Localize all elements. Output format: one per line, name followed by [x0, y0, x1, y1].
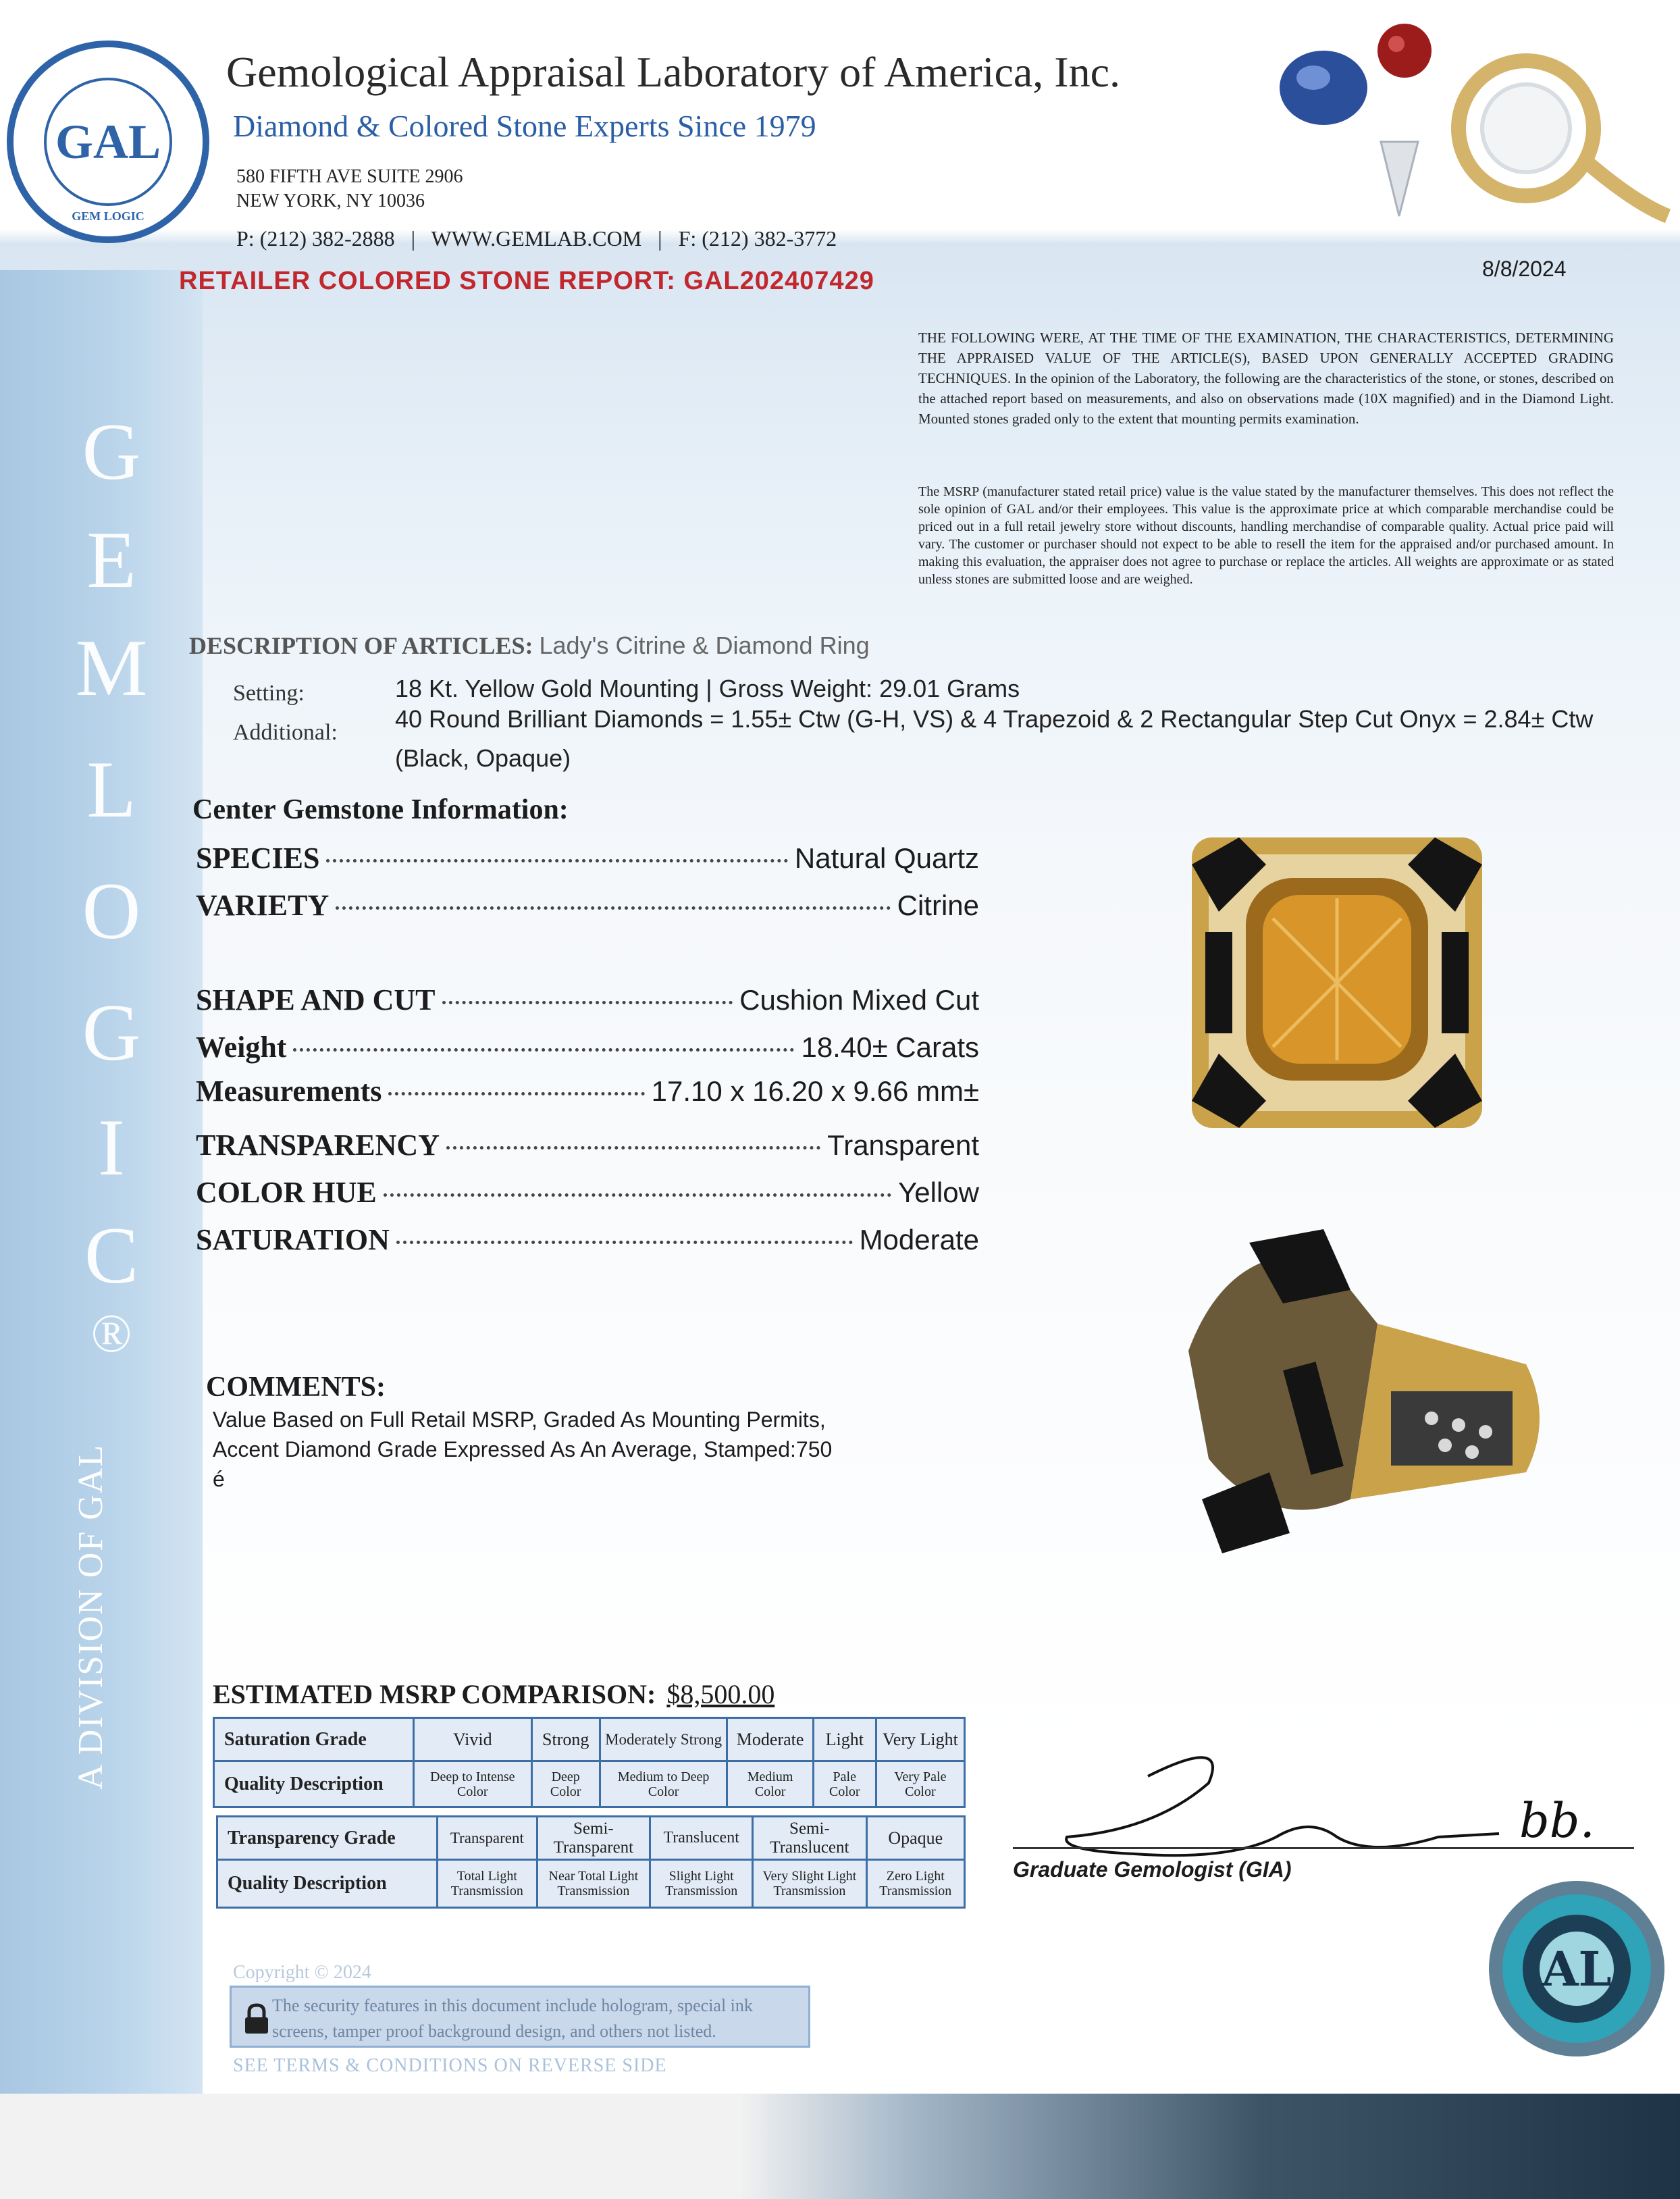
bottom-strip: [0, 2094, 1680, 2199]
spec-row-weight: [196, 1030, 979, 1072]
spec-row-transparency: [196, 1128, 979, 1170]
msrp-label: ESTIMATED MSRP COMPARISON:: [213, 1679, 656, 1709]
quality-description-cell: Zero Light Transmission: [866, 1860, 964, 1908]
gal-logo: [7, 41, 209, 243]
quality-description-cell: Near Total Light Transmission: [537, 1860, 650, 1908]
sidebar-letter: L: [86, 744, 136, 834]
quality-description-cell: Very Slight Light Transmission: [753, 1860, 866, 1908]
table-row-label: Saturation Grade: [214, 1718, 414, 1761]
transparency-grade-cell: Transparent: [438, 1817, 537, 1860]
quality-description-cell: Medium Color: [727, 1761, 813, 1807]
sidebar-letter: G: [82, 407, 141, 496]
transparency-grade-cell: Opaque: [866, 1817, 964, 1860]
description-value: Lady's Citrine & Diamond Ring: [539, 631, 870, 659]
saturation-grade-cell: Vivid: [414, 1718, 532, 1761]
ring-top-photo: [1178, 824, 1496, 1141]
quality-description-cell: Medium to Deep Color: [600, 1761, 727, 1807]
division-text: A DIVISION OF GAL: [72, 1443, 110, 1790]
table-row-label: Transparency Grade: [217, 1817, 438, 1860]
saturation-grade-cell: Light: [813, 1718, 876, 1761]
spec-row-shape: [196, 983, 979, 1025]
setting-value: 18 Kt. Yellow Gold Mounting | Gross Weight: 29.01 Grams: [395, 675, 1020, 702]
address-line-2: NEW YORK, NY 10036: [236, 190, 425, 211]
quality-description-cell: Slight Light Transmission: [650, 1860, 753, 1908]
comment-line: é: [213, 1467, 225, 1491]
comments-heading: COMMENTS:: [206, 1372, 386, 1403]
signature-line: [1013, 1847, 1634, 1849]
table-row-label: Quality Description: [214, 1761, 414, 1807]
terms-link[interactable]: SEE TERMS & CONDITIONS ON REVERSE SIDE: [233, 2055, 667, 2076]
spec-value: Natural Quartz: [794, 842, 979, 874]
registered-mark: ®: [90, 1304, 132, 1364]
saturation-grade-cell: Moderate: [727, 1718, 813, 1761]
table-row-label: Quality Description: [217, 1860, 438, 1908]
sidebar-letter: I: [98, 1102, 125, 1192]
leader-dots: [446, 1146, 820, 1149]
spec-label: COLOR HUE: [196, 1176, 377, 1209]
additional-value: 40 Round Brilliant Diamonds = 1.55± Ctw (G-H, VS) & 4 Trapezoid & 2 Rectangular Step Cut Onyx = 2.84± Ctw (Black, Opaque): [395, 705, 1594, 772]
leader-dots: [384, 1193, 891, 1197]
quality-description-cell: Pale Color: [813, 1761, 876, 1807]
saturation-grade-table: [213, 1717, 966, 1808]
leader-dots: [293, 1048, 794, 1052]
seal-text: AL: [1542, 1941, 1612, 1997]
spec-row-variety: [196, 888, 979, 930]
legal-paragraph-2: The MSRP (manufacturer stated retail price) value is the value stated by the manufacturer themselves. This does not reflect the sole opinion of GAL and/or their employees. This value is the approximate price at which comparable merchandise could be priced out in a full retail jewelry store without discounts, handling merchandise of comparable quality. Actual price paid will vary. The customer or purchaser should not expect to be able to resell the item for the appraised and/or purchased amount. In making this evaluation, the appraiser does not agree to purchase or replace the articles. All weights are approximate or as stated unless stones are submitted loose and are weighed.: [918, 484, 1614, 587]
sidebar-letter: G: [82, 987, 141, 1077]
company-name: Gemological Appraisal Laboratory of America, Inc.: [226, 48, 1120, 96]
leader-dots: [442, 1001, 733, 1004]
transparency-grade-cell: Semi-Translucent: [753, 1817, 866, 1860]
quality-description-cell: Deep to Intense Color: [414, 1761, 532, 1807]
transparency-grade-cell: Semi-Transparent: [537, 1817, 650, 1860]
sidebar-letter: O: [82, 866, 141, 956]
leader-dots: [396, 1241, 853, 1244]
spec-row-saturation: [196, 1222, 979, 1264]
gem-logic-sidebar: [0, 270, 203, 2094]
spec-label: SPECIES: [196, 842, 320, 875]
gems-illustration: [1269, 14, 1675, 230]
spec-row-measurements: [196, 1074, 979, 1116]
msrp-comparison: [213, 1678, 775, 1710]
ring-side-photo: [1148, 1216, 1553, 1567]
signature-title: Graduate Gemologist (GIA): [1013, 1857, 1292, 1882]
spec-value: Transparent: [827, 1129, 979, 1161]
lock-icon: [240, 2002, 273, 2036]
spec-row-species: [196, 841, 979, 883]
quality-description-cell: Total Light Transmission: [438, 1860, 537, 1908]
contact-line: P: (212) 382-2888 | WWW.GEMLAB.COM | F: (212) 382-3772: [236, 226, 837, 251]
spec-value: Yellow: [898, 1176, 979, 1208]
quality-description-cell: Deep Color: [531, 1761, 600, 1807]
spec-value: 17.10 x 16.20 x 9.66 mm±: [651, 1075, 979, 1107]
saturation-grade-cell: Strong: [531, 1718, 600, 1761]
hologram-seal: [1486, 1878, 1668, 2060]
saturation-grade-cell: Moderately Strong: [600, 1718, 727, 1761]
spec-label: VARIETY: [196, 889, 330, 922]
spec-value: Citrine: [897, 889, 979, 921]
msrp-value: $8,500.00: [666, 1679, 775, 1709]
signature-initials: bb.: [1519, 1793, 1595, 1848]
comments-text: [213, 1405, 989, 1494]
saturation-grade-cell: Very Light: [876, 1718, 964, 1761]
copyright: Copyright © 2024: [233, 1962, 371, 1983]
description-heading: [189, 631, 870, 660]
spec-value: Cushion Mixed Cut: [739, 984, 979, 1016]
leader-dots: [388, 1092, 644, 1095]
quality-description-cell: Very Pale Color: [876, 1761, 964, 1807]
report-title: RETAILER COLORED STONE REPORT: GAL202407429: [179, 267, 874, 295]
setting-label: Setting:: [233, 681, 305, 706]
logo-text: GAL: [44, 78, 172, 206]
transparency-grade-table: [216, 1815, 966, 1909]
spec-label: SATURATION: [196, 1223, 390, 1256]
tagline: Diamond & Colored Stone Experts Since 1979: [233, 109, 816, 143]
spec-value: 18.40± Carats: [801, 1031, 979, 1063]
leader-dots: [336, 906, 890, 910]
legal-paragraph-1: THE FOLLOWING WERE, AT THE TIME OF THE EXAMINATION, THE CHARACTERISTICS, DETERMINING THE APPRAISED VALUE OF THE ARTICLE(S), BASED UPON GENERALLY ACCEPTED GRADING TECHNIQUES. In the opinion of the Laboratory, the following are the characteristics of the stone, or stones, described on the attached report based on measurements, and also on observations made (10X magnified) and in the Diamond Light. Mounted stones graded only to the extent that mounting permits examination.: [918, 330, 1614, 427]
security-text: The security features in this document include hologram, special ink screens, tamper proof background design, and others not listed.: [272, 1996, 753, 2041]
spec-label: Weight: [196, 1031, 287, 1064]
address-line-1: 580 FIFTH AVE SUITE 2906: [236, 166, 463, 187]
security-notice: [230, 1986, 810, 2048]
sidebar-letter: E: [86, 515, 136, 604]
comment-line: Value Based on Full Retail MSRP, Graded As Mounting Permits,: [213, 1407, 826, 1432]
transparency-grade-cell: Translucent: [650, 1817, 753, 1860]
spec-row-color-hue: [196, 1175, 979, 1217]
spec-label: Measurements: [196, 1075, 382, 1108]
spec-value: Moderate: [859, 1224, 979, 1256]
spec-label: SHAPE AND CUT: [196, 983, 436, 1016]
report-date: 8/8/2024: [1482, 257, 1567, 281]
sidebar-letter: M: [75, 623, 148, 713]
comment-line: Accent Diamond Grade Expressed As An Average, Stamped:750: [213, 1437, 833, 1461]
additional-label: Additional:: [233, 720, 338, 745]
leader-dots: [326, 859, 787, 862]
spec-label: TRANSPARENCY: [196, 1129, 440, 1162]
center-gemstone-heading: Center Gemstone Information:: [192, 794, 569, 825]
sidebar-letter: C: [84, 1210, 139, 1300]
description-label: DESCRIPTION OF ARTICLES:: [189, 632, 533, 659]
logo-subtext: GEM LOGIC: [72, 209, 145, 223]
